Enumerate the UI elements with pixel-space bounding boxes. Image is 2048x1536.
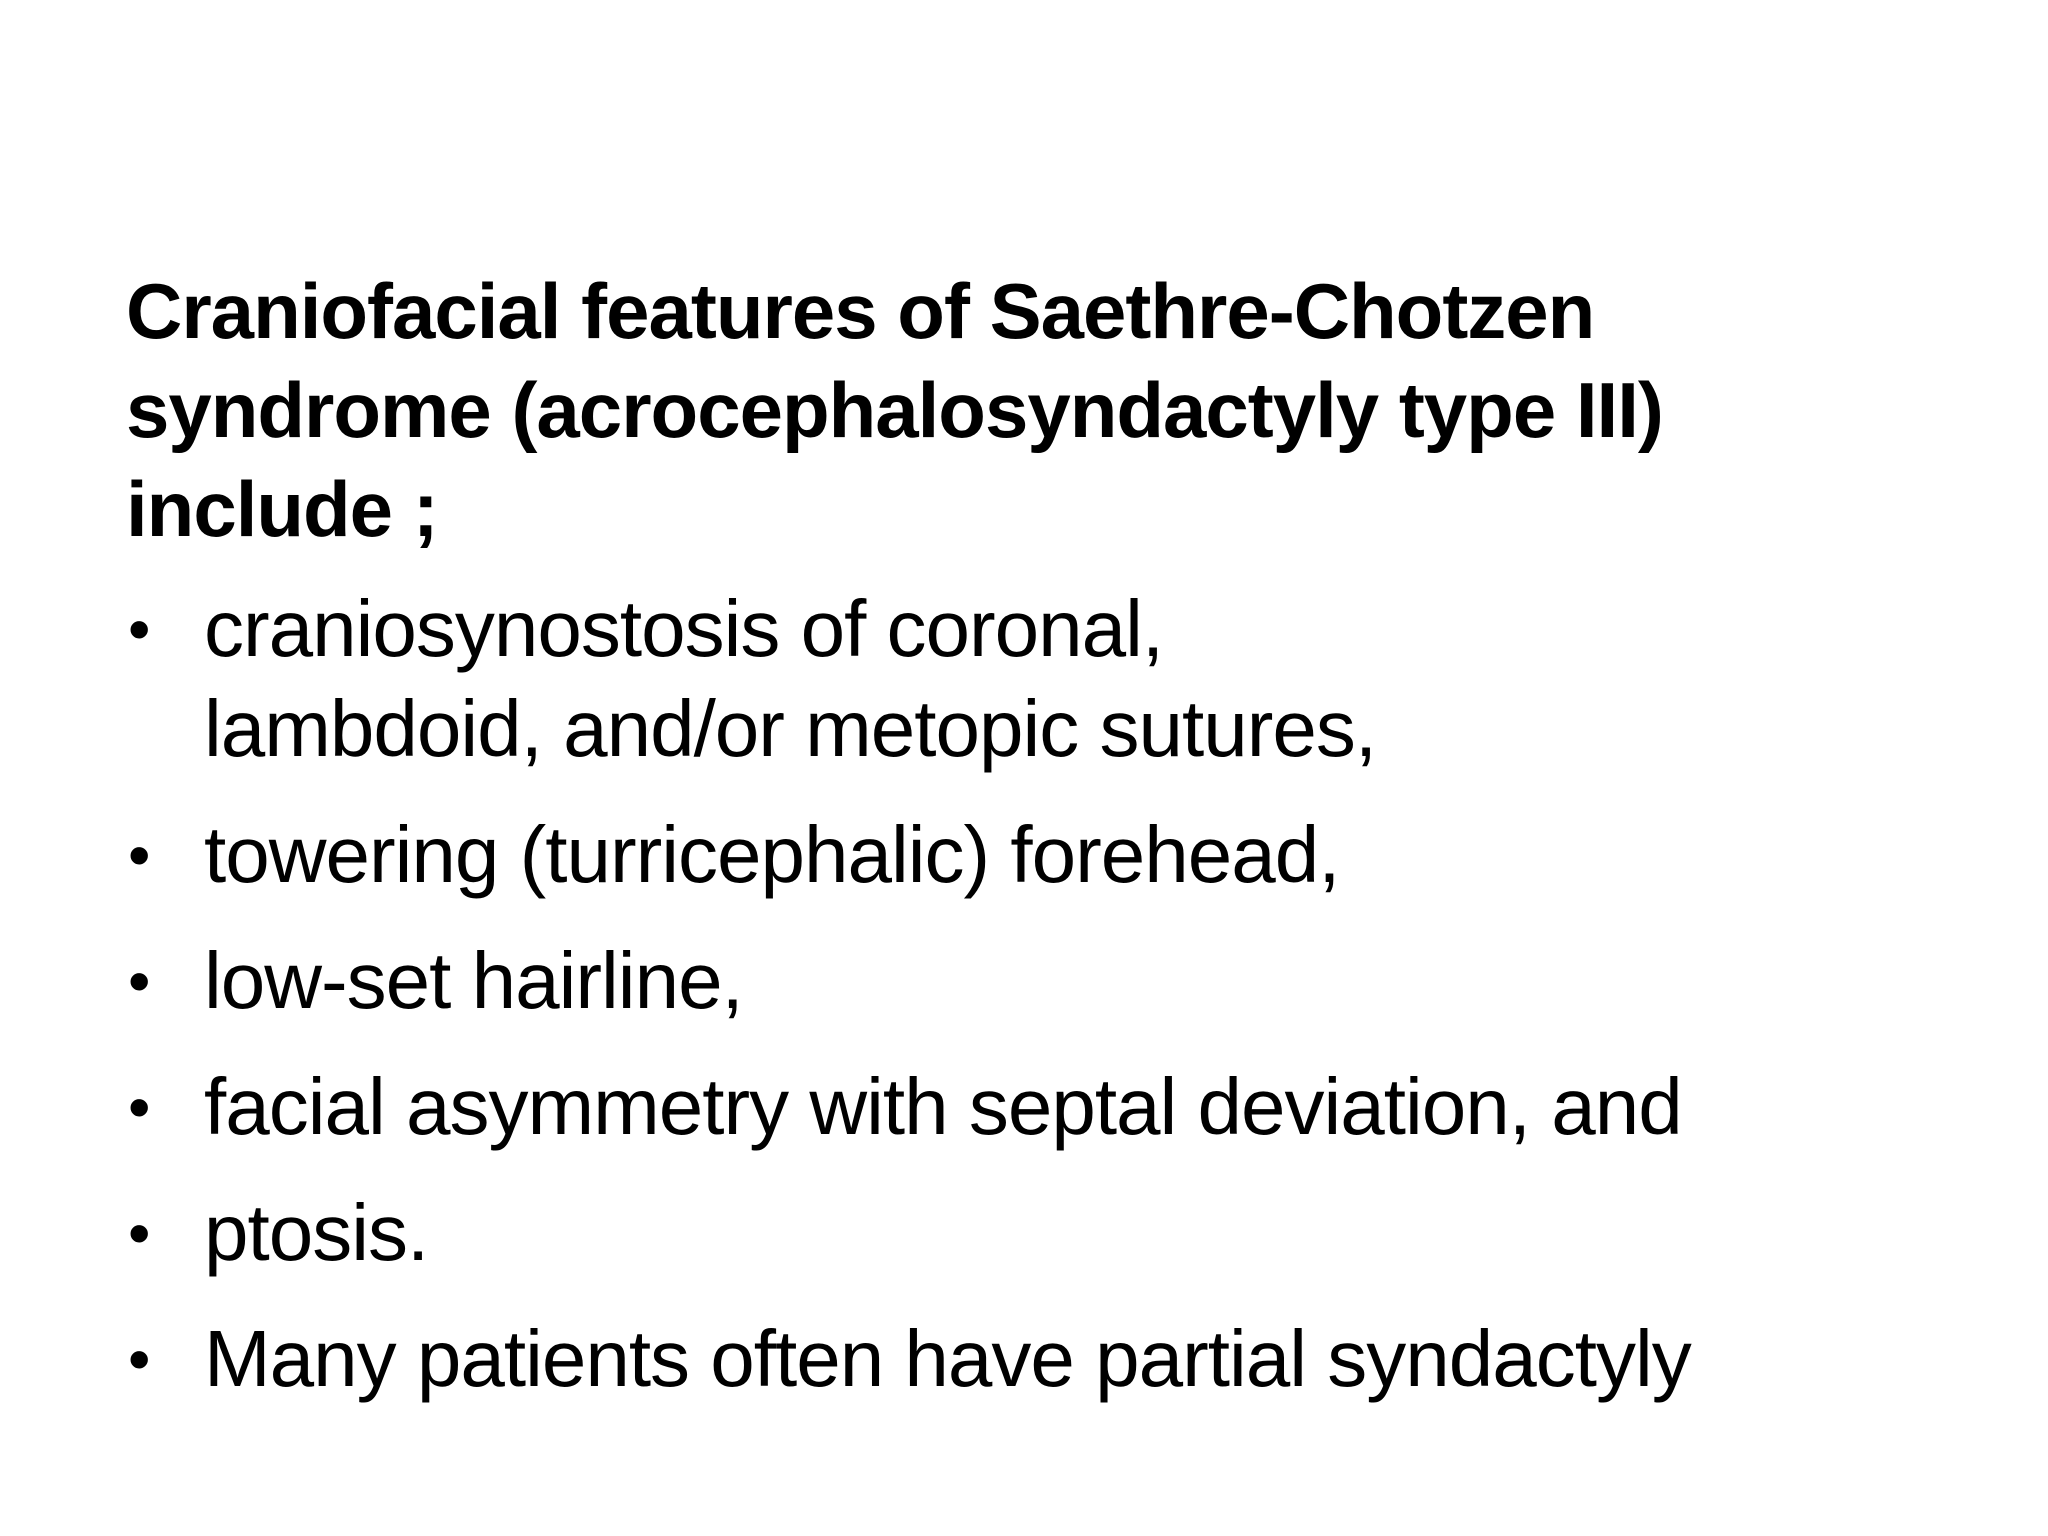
bullet-dot-icon: • [128,1197,150,1269]
bullet-item [126,1309,1926,1409]
bullet-text: low-set hairline, [204,936,743,1025]
bullet-text: towering (turricephalic) forehead, [204,810,1340,899]
bullet-dot-icon: • [128,1071,150,1143]
bullet-dot-icon: • [128,1323,150,1395]
bullet-text: lambdoid, and/or metopic sutures, [204,684,1377,773]
bullet-item [126,1183,1926,1283]
bullet-text: Many patients often have partial syndactyly [204,1314,1691,1403]
bullet-dot-icon: • [128,945,150,1017]
bullet-text: ptosis. [204,1188,429,1277]
slide-content [126,262,1926,1435]
bullet-text: facial asymmetry with septal deviation, and [204,1062,1682,1151]
heading-line: include ; [126,465,438,553]
bullet-item [126,931,1926,1031]
bullet-item [126,805,1926,905]
heading-line: Craniofacial features of Saethre-Chotzen [126,267,1595,355]
bullet-item [126,579,1926,779]
bullet-item [126,1057,1926,1157]
heading-line: syndrome (acrocephalosyndactyly type III) [126,366,1663,454]
bullet-text: craniosynostosis of coronal, [204,584,1164,673]
slide-heading [126,262,1926,559]
bullet-dot-icon: • [128,593,150,665]
bullet-list [126,579,1926,1409]
bullet-dot-icon: • [128,819,150,891]
